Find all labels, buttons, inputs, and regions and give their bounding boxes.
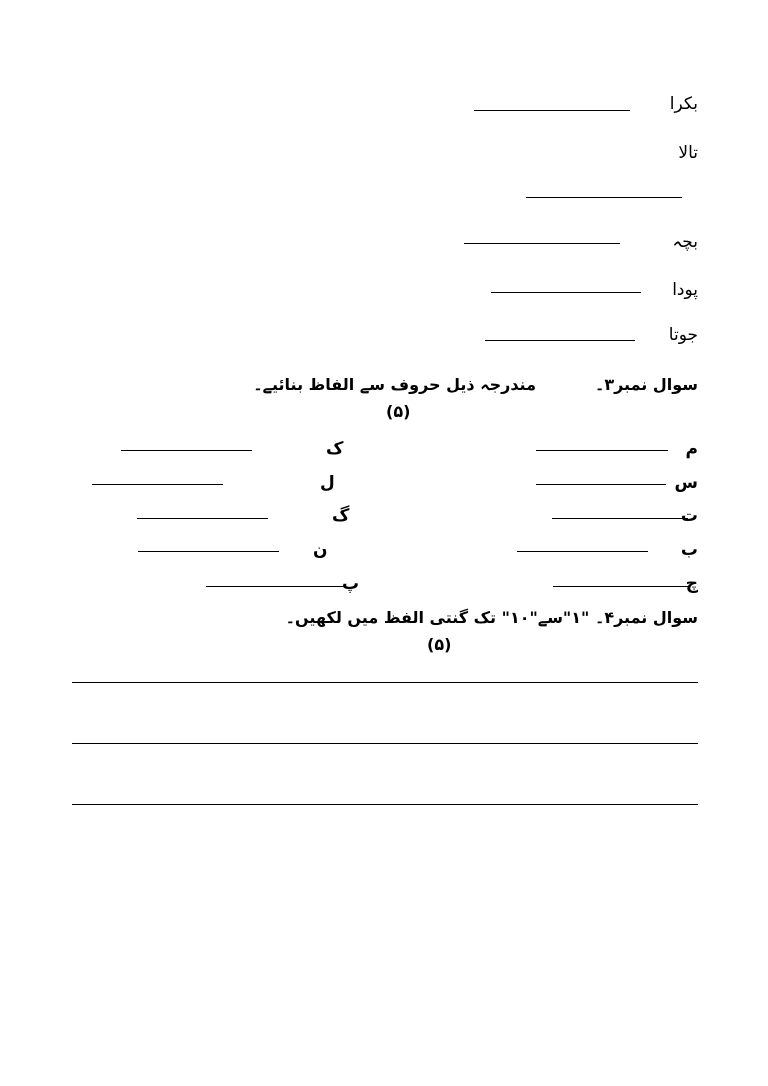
left-letter: گ (332, 506, 350, 526)
answer-line[interactable] (138, 551, 279, 552)
right-letter: م (685, 439, 698, 459)
right-letter: س (674, 473, 698, 493)
answer-line[interactable] (491, 292, 641, 293)
left-letter: پ (342, 574, 360, 594)
left-letter: ن (313, 540, 328, 560)
word-taala: تالا (678, 143, 698, 163)
word-pauda: پودا (672, 280, 698, 300)
word-joota: جوتا (668, 325, 698, 345)
answer-line-full[interactable] (72, 682, 698, 683)
answer-line[interactable] (137, 518, 268, 519)
answer-line[interactable] (517, 551, 648, 552)
right-letter: ب (680, 540, 698, 560)
question-3-marks: (۵) (386, 402, 411, 421)
answer-line[interactable] (474, 110, 630, 111)
answer-line-full[interactable] (72, 804, 698, 805)
left-letter: ل (320, 473, 335, 493)
word-bakra: بکرا (669, 94, 698, 114)
answer-line[interactable] (206, 586, 346, 587)
answer-line-full[interactable] (72, 743, 698, 744)
answer-line[interactable] (536, 450, 668, 451)
answer-line[interactable] (464, 243, 620, 244)
question-3-label: سوال نمبر۳۔ (594, 375, 698, 394)
right-letter: ت (680, 506, 698, 526)
question-4-text: سوال نمبر۴۔ "۱"سے"۱۰" تک گنتی الفظ میں لکھیں۔ (285, 608, 698, 627)
answer-line[interactable] (553, 586, 689, 587)
answer-line[interactable] (92, 484, 223, 485)
question-3-instruction: مندرجہ ذیل حروف سے الفاظ بنائیے۔ (253, 375, 536, 394)
left-letter: ک (326, 439, 344, 459)
answer-line[interactable] (552, 518, 688, 519)
answer-line[interactable] (536, 484, 666, 485)
answer-line[interactable] (526, 197, 682, 198)
answer-line[interactable] (121, 450, 252, 451)
right-letter: چ (685, 574, 698, 594)
word-bachha: بچہ (672, 232, 698, 252)
question-4-marks: (۵) (427, 635, 452, 654)
answer-line[interactable] (485, 340, 635, 341)
